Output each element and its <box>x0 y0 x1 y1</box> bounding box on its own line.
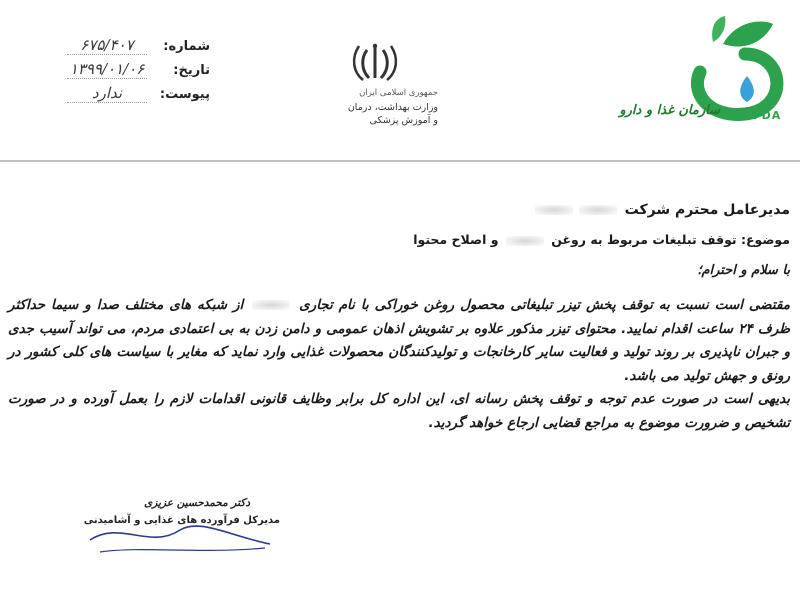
org-abbreviation: IFDA <box>748 109 782 122</box>
subject-prefix: موضوع: توقف تبلیغات مربوط به روغن <box>551 232 790 247</box>
body-paragraph-1 <box>8 294 790 388</box>
meta-attachment-value: ندارد <box>67 84 147 103</box>
redaction-mark <box>506 236 544 246</box>
recipient-text: مدیرعامل محترم شرکت <box>624 202 790 218</box>
ministry-block <box>318 87 438 128</box>
signatory-name: دکتر محمدحسین عزیزی <box>144 497 250 509</box>
meta-number-label: شماره: <box>163 39 210 54</box>
subject-suffix: و اصلاح محتوا <box>413 232 499 247</box>
subject-line <box>380 232 790 247</box>
body-part-2: از شبکه های مختلف صدا و سیما حداکثر ظرف ۲۴ ساعت اقدام نمایید. محتوای تیزر مذکور علاوه بر تشویش اذهان عمومی و دامن زدن به بی اعتمادی مردم، می تواند آسیب جدی و جبران ناپذیری بر روند تولید و فعالیت سایر کارخانجات و تولیدکنندگان محصولات غذایی وارد نماید که مغایر با سیاست های کلی کشور در رونق و جهش تولید می باشد. <box>8 297 791 384</box>
redaction-mark <box>535 205 573 215</box>
recipient-line <box>440 202 790 218</box>
signatory-title: مدیرکل فرآورده های غذایی و آشامیدنی <box>83 515 280 526</box>
ministry-line-1: وزارت بهداشت، درمان <box>347 101 438 113</box>
meta-attachment-label: پیوست: <box>159 87 210 102</box>
meta-number-row <box>40 36 210 60</box>
body-paragraph-2: بدیهی است در صورت عدم توجه و توقف پخش رسانه ای، این اداره کل برابر وظایف قانونی اقدامات لازم را بعمل آورده و در صورت تشخیص و ضرورت موضوع به مراجع قضایی ارجاع خواهد گردید. <box>8 391 790 431</box>
org-name: سازمان غذا و دارو <box>619 103 720 118</box>
greeting: با سلام و احترام؛ <box>697 263 790 278</box>
republic-label: جمهوری اسلامی ایران <box>359 88 438 98</box>
meta-date-label: تاریخ: <box>173 63 210 78</box>
meta-date-value: ۱۳۹۹/۰۱/۰۶ <box>67 60 147 79</box>
iran-emblem-icon <box>351 42 399 84</box>
header-divider <box>0 160 800 162</box>
redaction-mark <box>252 300 290 310</box>
signature-block <box>80 497 280 526</box>
letter-body <box>8 294 790 435</box>
meta-date-row <box>40 60 210 84</box>
redaction-mark <box>579 205 617 215</box>
meta-number-value: ۶۷۵/۴۰۷ <box>67 36 147 55</box>
meta-attachment-row <box>40 84 210 108</box>
letter-meta <box>40 36 210 108</box>
body-part-1: مقتضی است نسبت به توقف پخش تیزر تبلیغاتی محصول روغن خوراکی با نام تجاری <box>299 297 791 313</box>
ministry-line-2: و آموزش پزشکی <box>369 115 438 126</box>
